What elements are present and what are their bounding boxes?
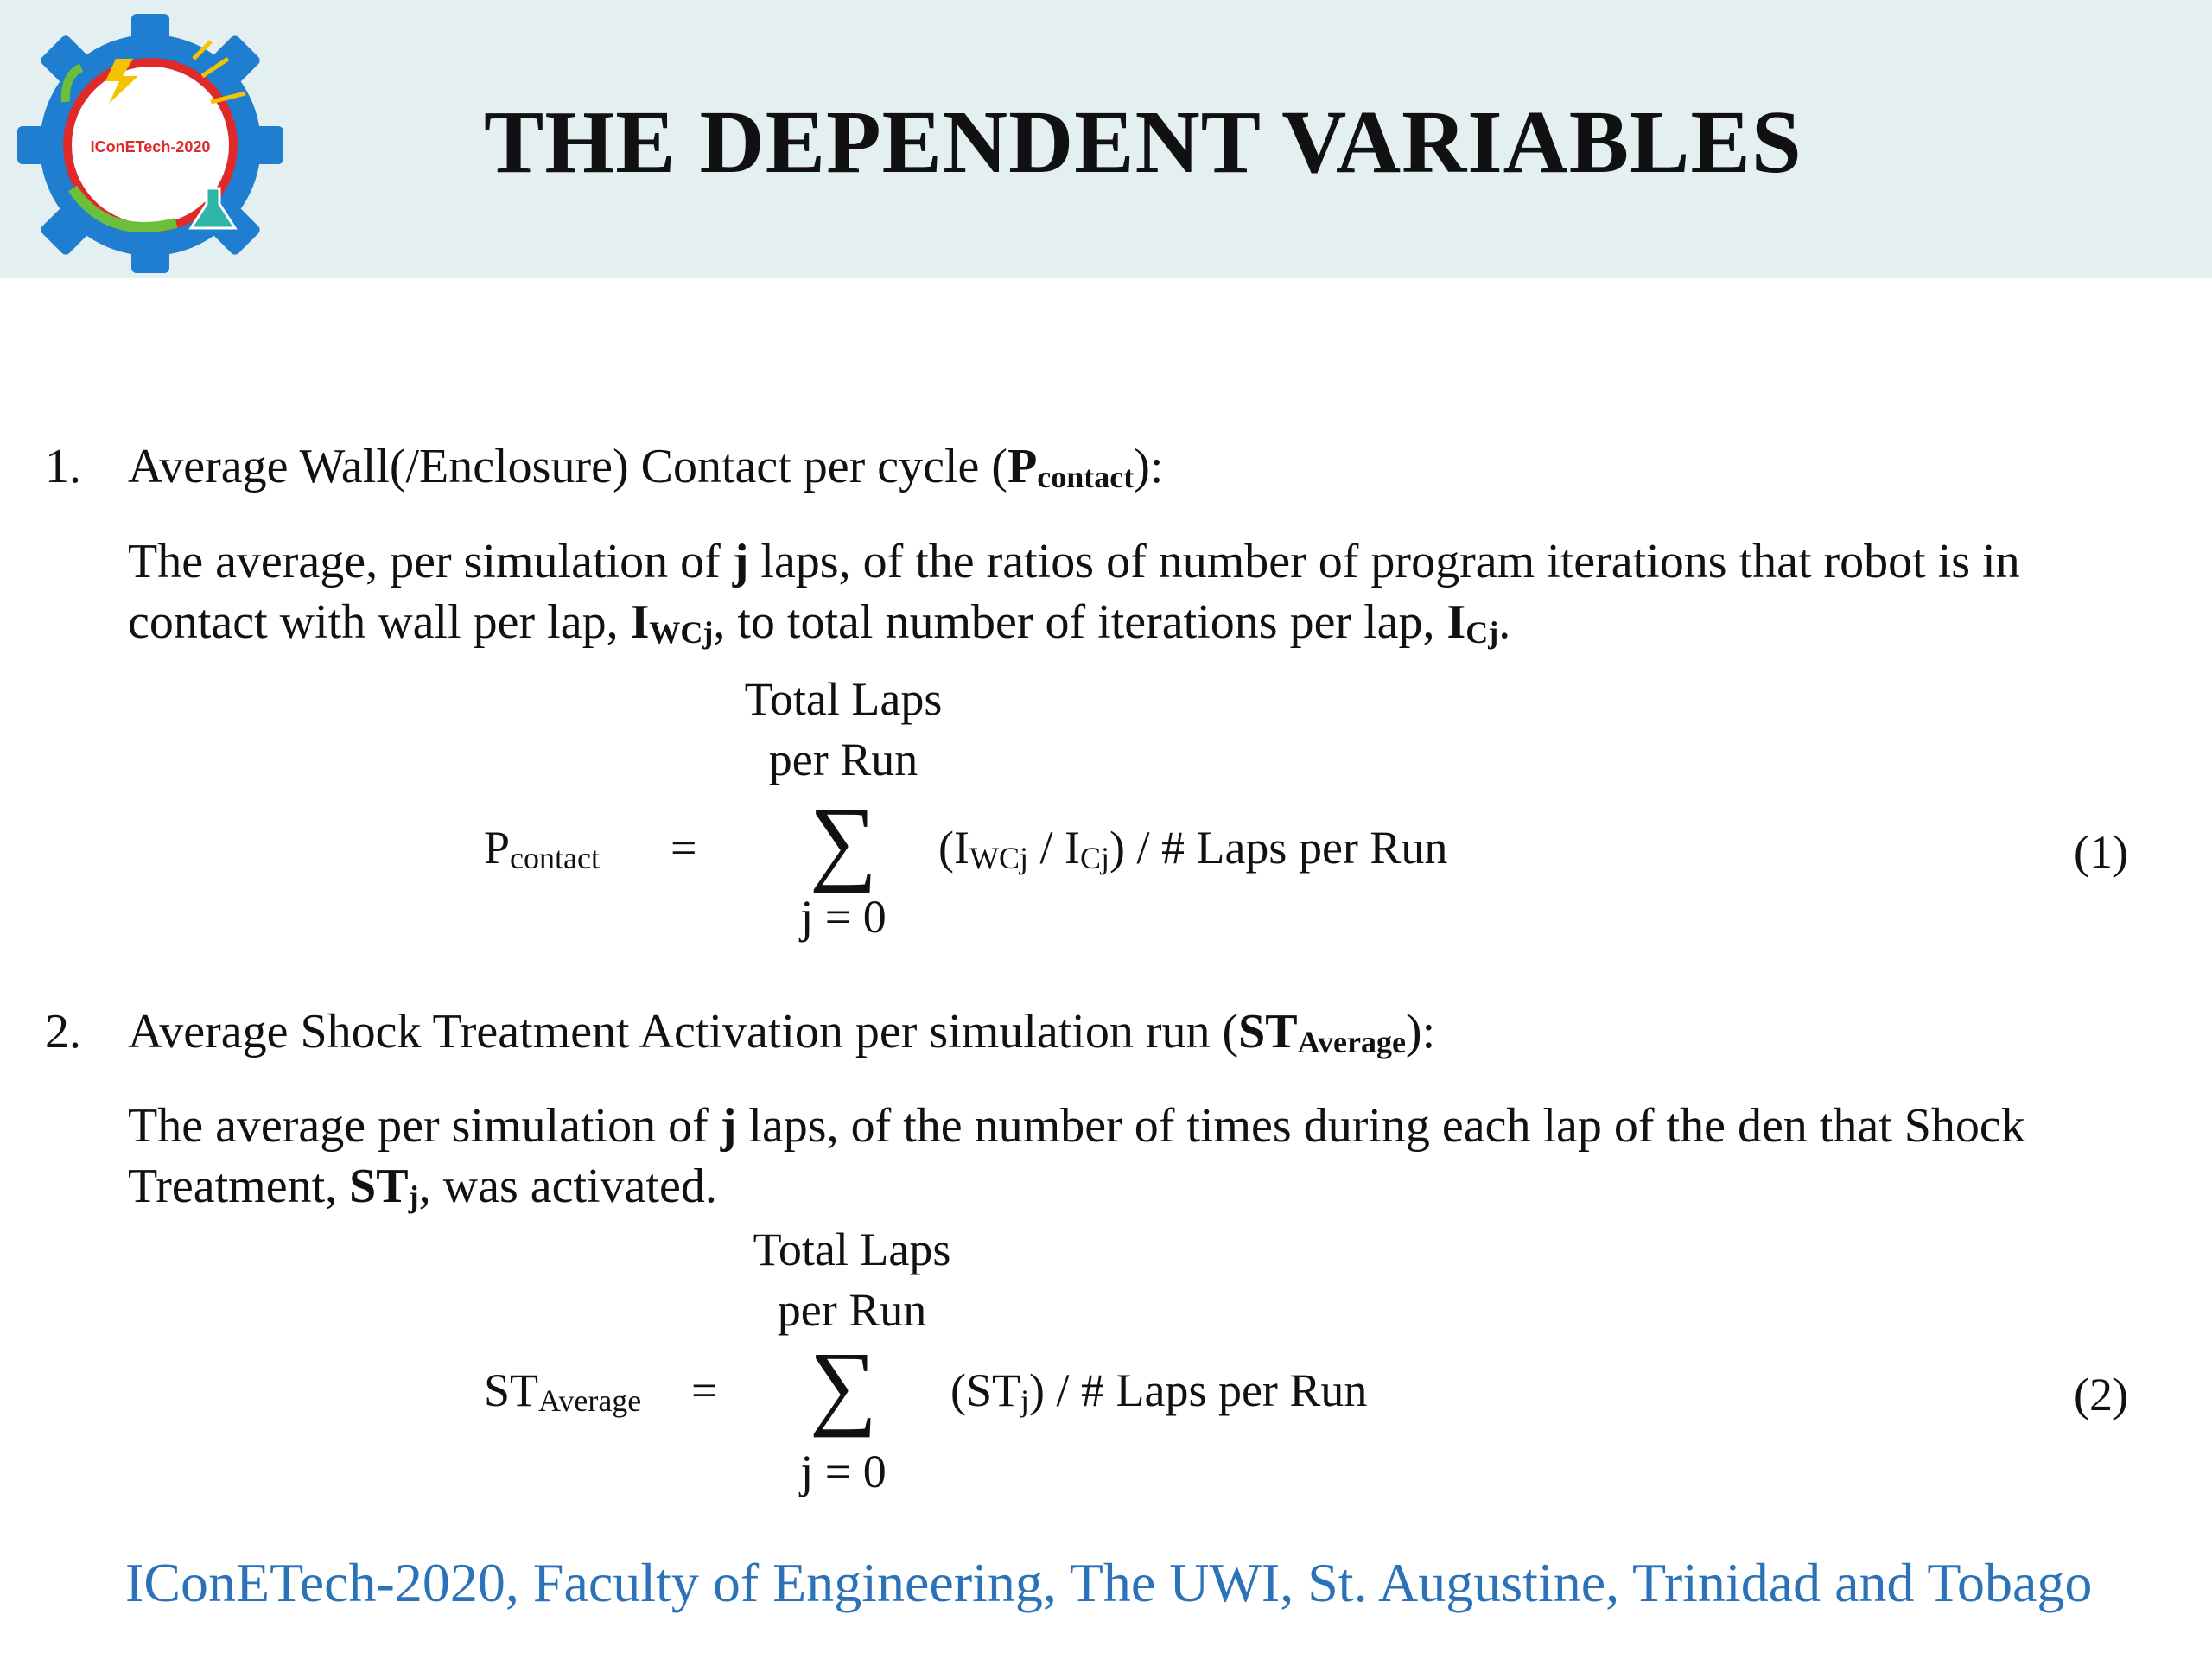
item-2-desc-p1: The average per simulation of (128, 1099, 721, 1153)
eq1-lower-limit: j = 0 (800, 891, 887, 943)
item-2-desc-j: j (720, 1099, 737, 1153)
eq1-lhs: $P_{contact}$ (484, 822, 600, 875)
footer-text: IConETech-2020, Faculty of Engineering, The UWI, St. Augustine, Trinidad and Tobago (125, 1552, 2093, 1613)
item-1-desc-p4: , to total number of iterations per lap, (713, 595, 1447, 649)
item-2-description (128, 1096, 2025, 1227)
item-1-heading (128, 436, 1163, 507)
item-2-number: 2. (45, 1005, 81, 1058)
eq1-upper-limit-line2: per Run (768, 734, 918, 785)
logo-text: IConETech-2020 (90, 138, 211, 156)
item-2-desc-p2: laps, of the number of times during each lap of the den that Shock (736, 1099, 2025, 1153)
eq1-term: $(I_{WCj} / I_{Cj})$ / # Laps per Run (938, 822, 1448, 875)
item-2-heading (128, 1001, 1435, 1072)
item-2-desc-st: ST (349, 1160, 409, 1213)
item-1-desc-ic: I (1446, 595, 1466, 649)
item-2-desc-p3: Treatment, (128, 1160, 350, 1213)
eq2-lhs: $ST_{Average}$ (484, 1364, 642, 1418)
item-2-heading-close: ): (1405, 1005, 1436, 1058)
item-1-desc-p1: The average, per simulation of (128, 535, 733, 588)
eq2-label: (2) (2074, 1369, 2128, 1421)
item-1-heading-text: Average Wall(/Enclosure) Contact per cycle ( (128, 440, 1008, 493)
item-2-heading-text: Average Shock Treatment Activation per simulation run ( (128, 1005, 1239, 1058)
item-1-heading-sub: contact (1037, 460, 1135, 494)
item-2-desc-p4: , was activated. (418, 1160, 717, 1213)
eq2-term: $(ST_j)$ / # Laps per Run (950, 1364, 1368, 1418)
item-1-desc-iw: I (630, 595, 650, 649)
item-1-desc-p5: . (1498, 595, 1511, 649)
eq2-upper-limit-line1: Total Laps (753, 1224, 951, 1275)
item-1-description (128, 531, 2020, 663)
item-1-desc-ic-sub: Cj (1465, 615, 1499, 650)
header-band (0, 0, 2212, 278)
item-1-heading-close: ): (1134, 440, 1164, 493)
item-1-desc-p3: contact with wall per lap, (128, 595, 631, 649)
item-1-desc-j: j (732, 535, 749, 588)
eq1-sigma-symbol: ∑ (809, 788, 878, 893)
eq1-equals: = (671, 822, 697, 874)
item-1-desc-iw-sub: WCj (649, 615, 714, 650)
eq1-label: (1) (2074, 826, 2128, 878)
item-1-number: 1. (45, 440, 81, 493)
item-2-heading-sub: Average (1297, 1025, 1406, 1059)
item-1-desc-p2: laps, of the ratios of number of program iterations that robot is in (748, 535, 2020, 588)
eq2-lower-limit: j = 0 (800, 1446, 887, 1497)
conference-gear-logo-icon (12, 7, 289, 275)
item-1-heading-symbol: P (1007, 440, 1038, 493)
item-2-desc-st-sub: j (408, 1179, 419, 1214)
eq2-upper-limit-line2: per Run (777, 1284, 927, 1336)
eq1-upper-limit-line1: Total Laps (744, 673, 943, 725)
eq2-sigma-symbol: ∑ (809, 1332, 878, 1438)
item-2-heading-symbol: ST (1238, 1005, 1298, 1058)
page-title: THE DEPENDENT VARIABLES (484, 92, 1802, 192)
eq2-equals: = (691, 1364, 718, 1416)
